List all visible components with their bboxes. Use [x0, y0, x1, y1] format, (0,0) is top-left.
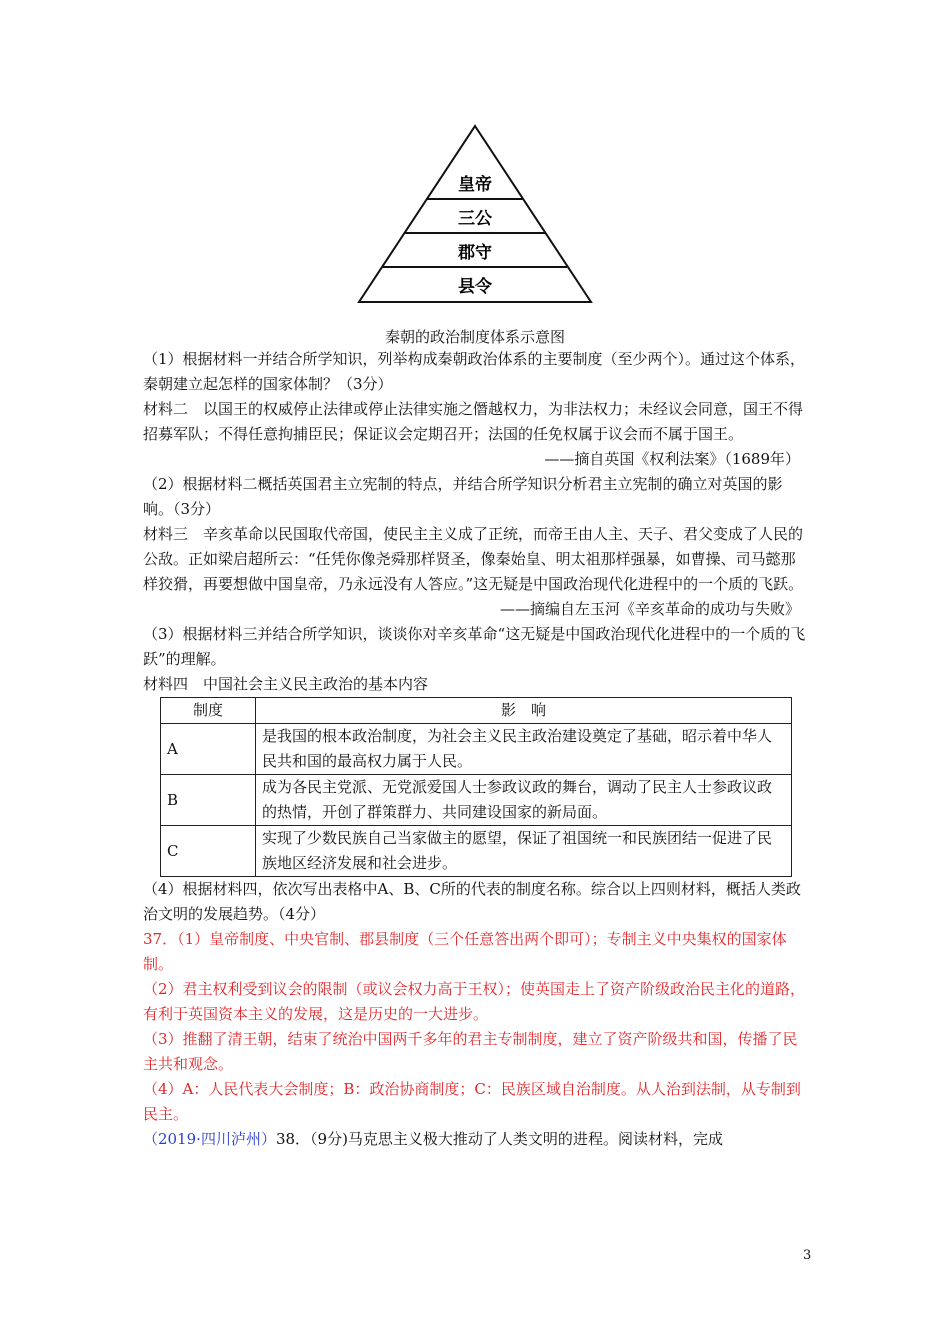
- table-row: [161, 826, 792, 877]
- question-body: [143, 347, 808, 1152]
- table-row-label: C: [161, 826, 256, 877]
- page-number: 3: [803, 1248, 812, 1263]
- material-3: 材料三 辛亥革命以民国取代帝国，使民主主义成了正统，而帝王由人主、天子、君父变成了人民的公敌。正如梁启超所云：“任凭你像尧舜那样贤圣，像秦始皇、明太祖那样强暴，如曹操、司马懿那样狡猾，再要想做中国皇帝，乃永远没有人答应。”这无疑是中国政治现代化进程中的一个质的飞跃。: [143, 525, 804, 593]
- answer-3: （3）推翻了清王朝，结束了统治中国两千多年的君主专制制度，建立了资产阶级共和国，传播了民主共和观念。: [143, 1030, 798, 1073]
- material-2: 材料二 以国王的权威停止法律或停止法律实施之僭越权力，为非法权力；未经议会同意，国王不得招募军队；不得任意拘捕臣民；保证议会定期召开；法国的任免权属于议会而不属于国王。: [143, 400, 804, 443]
- pyramid-diagram: [355, 124, 595, 306]
- material-4-title: 材料四 中国社会主义民主政治的基本内容: [143, 675, 429, 693]
- institution-table: [160, 697, 792, 877]
- next-question-text: 38．（9分)马克思主义极大推动了人类文明的进程。阅读材料，完成: [275, 1130, 723, 1148]
- question-4: （4）根据材料四，依次写出表格中A、B、C所的代表的制度名称。综合以上四则材料，概括人类政治文明的发展趋势。（4分）: [143, 880, 801, 923]
- next-question-source: （2019·四川泸州）: [143, 1130, 276, 1148]
- answer-1: 37．（1）皇帝制度、中央官制、郡县制度（三个任意答出两个即可）；专制主义中央集权的国家体制。: [143, 930, 787, 973]
- table-row: [161, 724, 792, 775]
- question-3: （3）根据材料三并结合所学知识，谈谈你对辛亥革命“这无疑是中国政治现代化进程中的一个质的飞跃”的理解。: [143, 625, 806, 668]
- table-row-label: B: [161, 775, 256, 826]
- pyramid-level-xianling: 县令: [458, 277, 492, 297]
- pyramid-level-emperor: 皇帝: [458, 175, 492, 195]
- table-row: [161, 775, 792, 826]
- table-row-label: A: [161, 724, 256, 775]
- pyramid-level-sangong: 三公: [458, 209, 492, 229]
- table-header-row: [161, 698, 792, 724]
- pyramid-svg: [355, 124, 595, 306]
- table-row-text: 是我国的根本政治制度，为社会主义民主政治建设奠定了基础，昭示着中华人民共和国的最高权力属于人民。: [256, 724, 792, 775]
- answer-2: （2）君主权利受到议会的限制（或议会权力高于王权）；使英国走上了资产阶级政治民主化的道路，有利于英国资本主义的发展，这是历史的一大进步。: [143, 980, 806, 1023]
- next-question: [143, 1127, 808, 1152]
- table-header-impact: 影 响: [256, 698, 792, 724]
- table-header-institution: 制度: [161, 698, 256, 724]
- answer-4: （4）A：人民代表大会制度；B：政治协商制度；C：民族区域自治制度。从人治到法制，从专制到民主。: [143, 1080, 801, 1123]
- material-3-source: ——摘编自左玉河《辛亥革命的成功与失败》: [499, 600, 800, 618]
- question-1: （1）根据材料一并结合所学知识，列举构成秦朝政治体系的主要制度（至少两个）。通过这个体系，秦朝建立起怎样的国家体制？（3分）: [143, 350, 806, 393]
- question-2: （2）根据材料二概括英国君主立宪制的特点，并结合所学知识分析君主立宪制的确立对英国的影响。（3分）: [143, 475, 783, 518]
- pyramid-level-junshou: 郡守: [458, 243, 492, 263]
- material-2-source: ——摘自英国《权利法案》（1689年）: [544, 450, 800, 468]
- table-row-text: 实现了少数民族自己当家做主的愿望，保证了祖国统一和民族团结一促进了民族地区经济发展和社会进步。: [256, 826, 792, 877]
- table-row-text: 成为各民主党派、无党派爱国人士参政议政的舞台，调动了民主人士参政议政的热情，开创了群策群力、共同建设国家的新局面。: [256, 775, 792, 826]
- diagram-caption: 秦朝的政治制度体系示意图: [384, 328, 565, 346]
